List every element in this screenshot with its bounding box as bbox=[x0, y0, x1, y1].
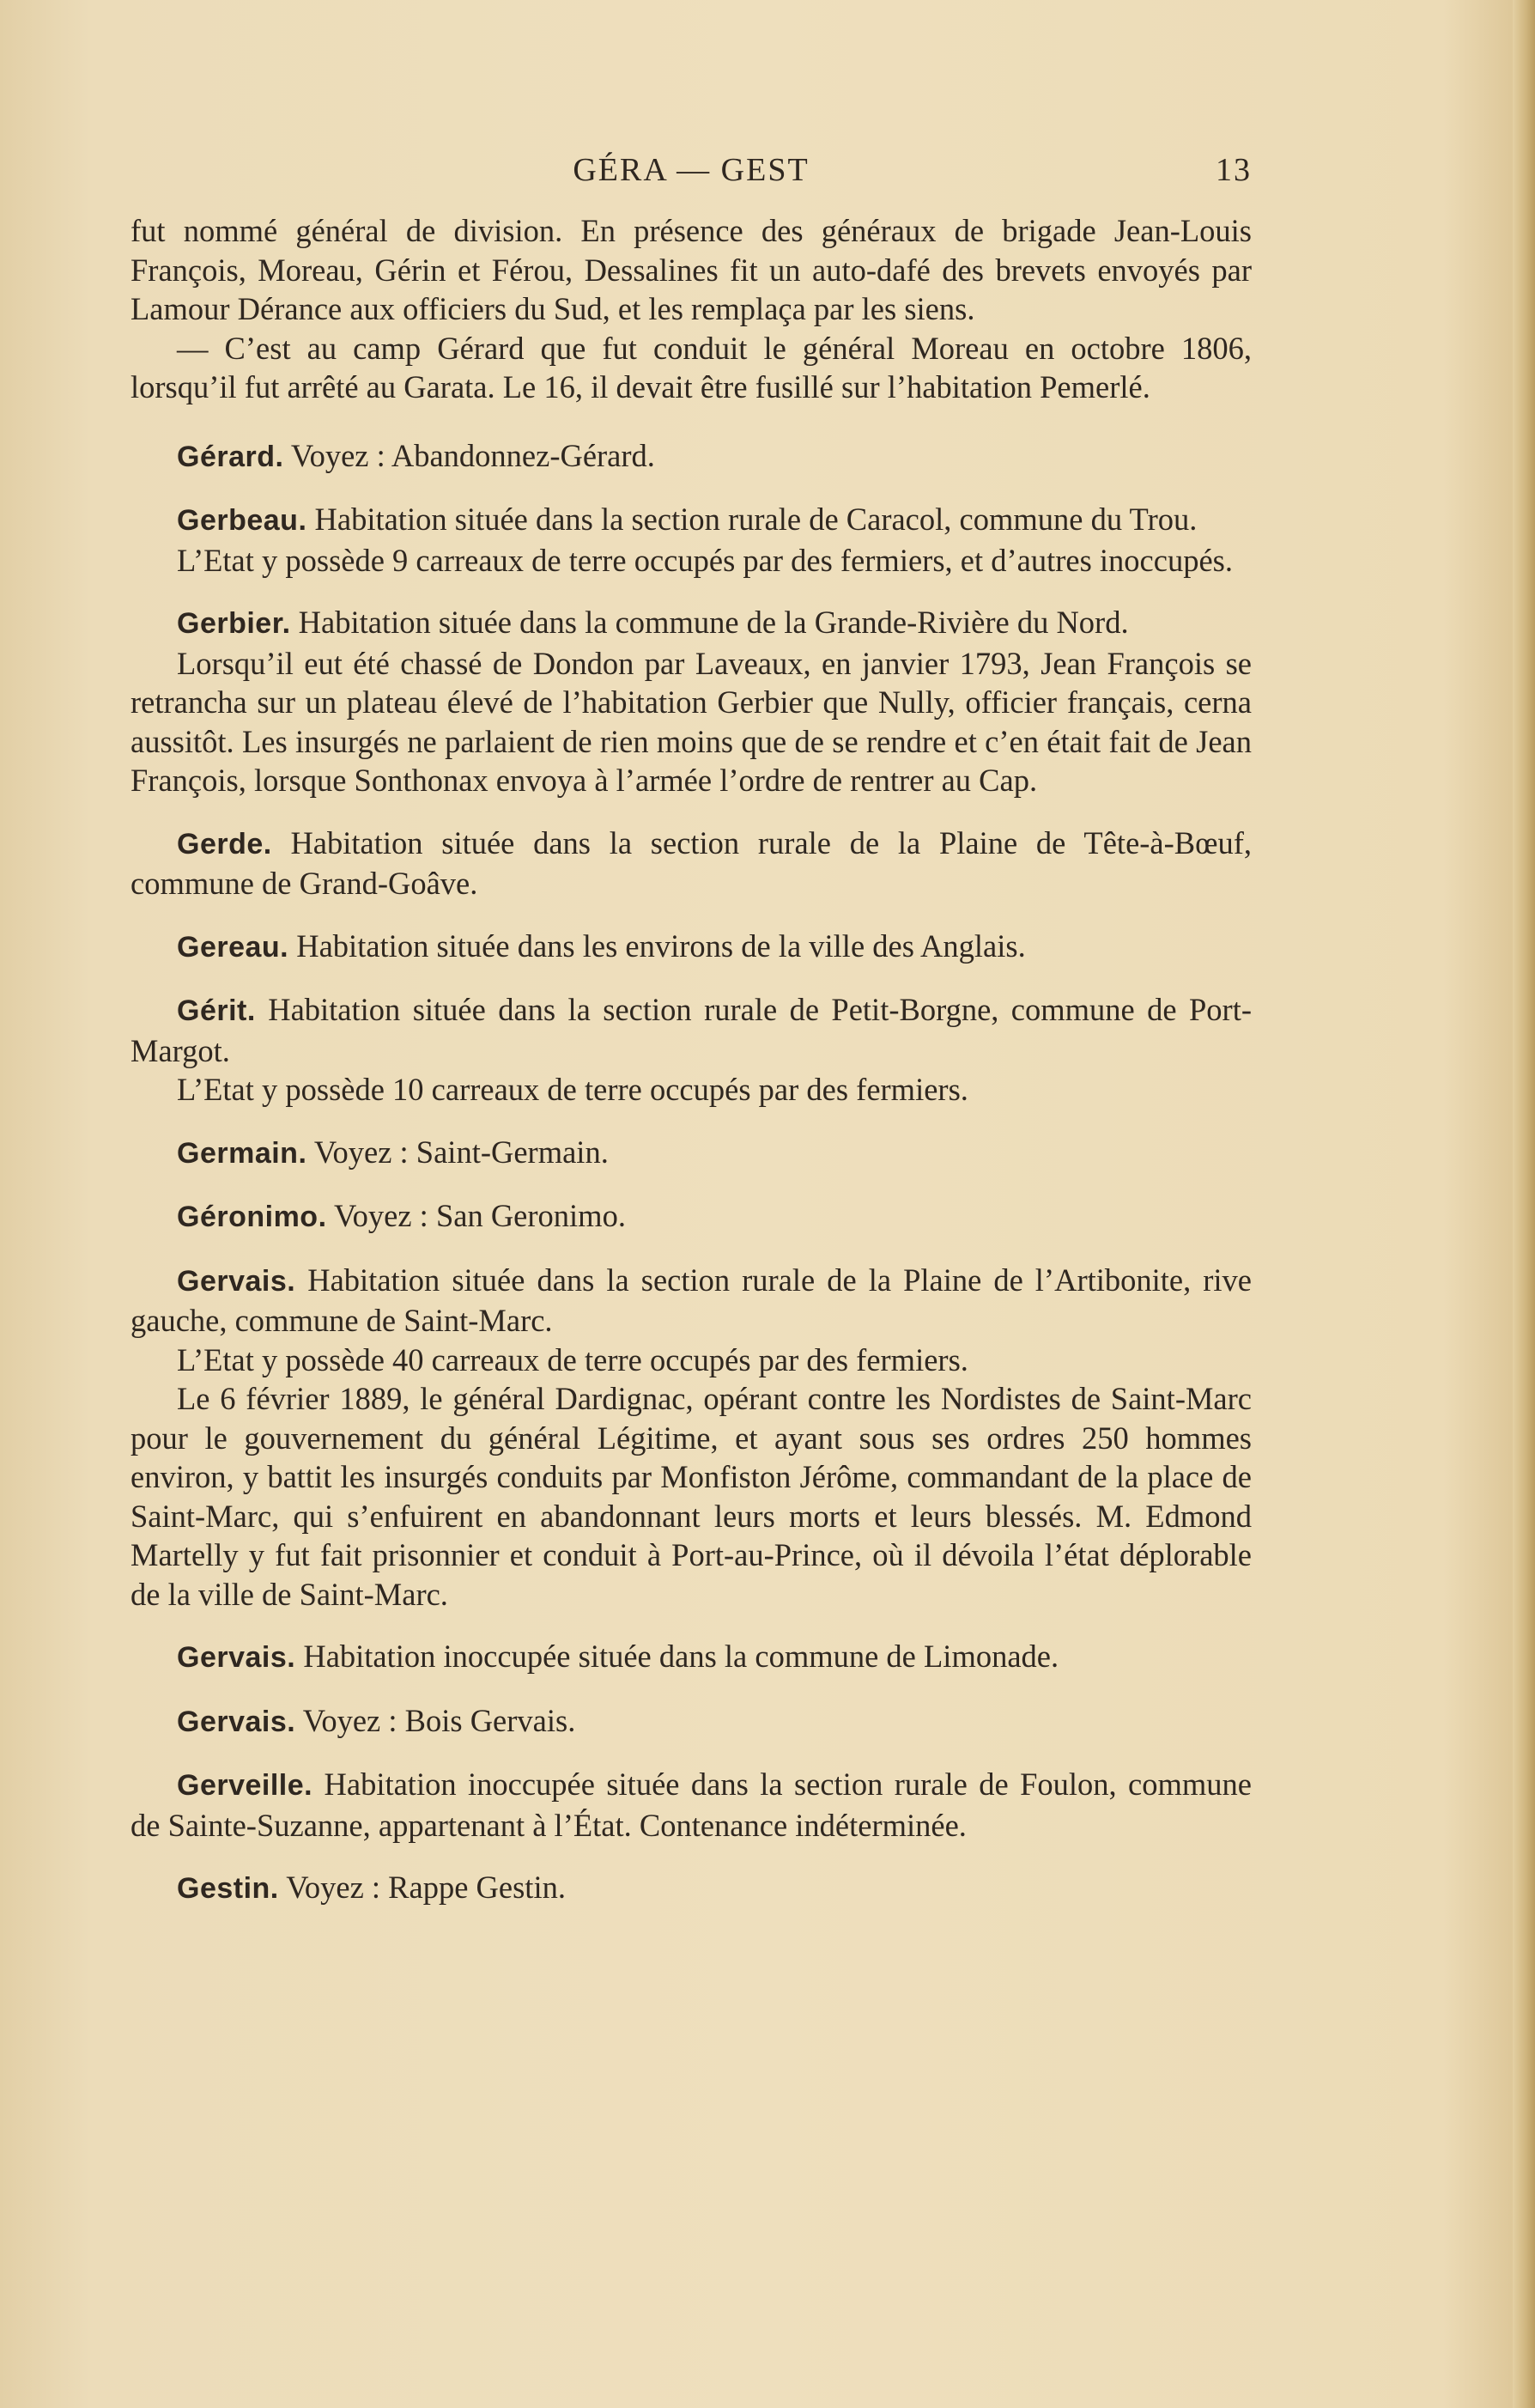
headword: Gérit. bbox=[177, 994, 256, 1027]
entry-text: Voyez : Abandonnez-Gérard. bbox=[290, 437, 655, 473]
headword: Gervais. bbox=[177, 1705, 296, 1738]
entry-geronimo bbox=[130, 1196, 1252, 1237]
entry-gervais-bois bbox=[130, 1701, 1252, 1742]
entry-paragraph: Le 6 février 1889, le général Dardignac, opérant contre les Nordistes de Saint-Marc pour le gouvernement du général Légitime, et ayant sous ses ordres 250 hommes environ, y battit les insurgés conduits par Monfiston Jérôme, commandant de la place de Saint-Marc, qui s’enfuirent en abandonnant leurs morts et leurs blessés. M. Edmond Martelly y fut fait prisonnier et conduit à Port-au-Prince, où il dévoila l’état déplorable de la ville de Saint-Marc. bbox=[130, 1381, 1252, 1612]
headword: Gerbier. bbox=[177, 607, 291, 640]
entry-text: Habitation située dans la section rurale de la Plaine de l’Artibonite, rive gauche, commune de Saint-Marc. bbox=[130, 1262, 1252, 1338]
entry-gerbier bbox=[130, 603, 1252, 800]
headword: Géronimo. bbox=[177, 1201, 327, 1233]
entry-gerit bbox=[130, 990, 1252, 1110]
entry-text: Voyez : Saint-Germain. bbox=[313, 1134, 609, 1170]
running-head-title: GÉRA — GEST bbox=[573, 152, 810, 188]
headword: Gestin. bbox=[177, 1872, 279, 1905]
entry-text: Voyez : Bois Gervais. bbox=[302, 1702, 576, 1738]
entry-germain bbox=[130, 1133, 1252, 1174]
entry-text: Habitation située dans la section rurale de Petit-Borgne, commune de Port-Margot. bbox=[130, 992, 1252, 1068]
headword: Gervais. bbox=[177, 1264, 296, 1298]
entry-text: Voyez : Rappe Gestin. bbox=[286, 1870, 566, 1905]
entry-text: Habitation située dans la commune de la Grande-Rivière du Nord. bbox=[298, 605, 1129, 640]
headword: Gerde. bbox=[177, 827, 272, 860]
headword: Gerbeau. bbox=[177, 504, 307, 537]
headword: Germain. bbox=[177, 1136, 307, 1170]
page-edge bbox=[1513, 0, 1535, 2408]
entry-gervais-artibonite bbox=[130, 1261, 1252, 1614]
entry-gervais-limonade bbox=[130, 1637, 1252, 1678]
entry-paragraph: L’Etat y possède 9 carreaux de terre occupés par des fermiers, et d’autres inoccupés. bbox=[177, 542, 1233, 578]
entry-paragraph: Lorsqu’il eut été chassé de Dondon par Laveaux, en janvier 1793, Jean François se retrancha sur un plateau élevé de l’habitation Gerbier que Nully, officier français, cerna aussitôt. Les insurgés ne parlaient de rien moins que de se rendre et c’en était fait de Jean François, lorsque Sonthonax envoya à l’armée l’ordre de rentrer au Cap. bbox=[130, 645, 1252, 798]
intro-paragraph: fut nommé général de division. En présence des généraux de brigade Jean-Louis François, Moreau, Gérin et Férou, Dessalines fit un auto-dafé des brevets envoyés par Lamour Dérance aux officiers du Sud, et les remplaça par les siens. bbox=[130, 213, 1252, 326]
entry-gestin bbox=[130, 1868, 1252, 1909]
headword: Gérard. bbox=[177, 440, 284, 473]
entry-paragraph: L’Etat y possède 40 carreaux de terre occupés par des fermiers. bbox=[177, 1341, 968, 1377]
entry-text: Habitation inoccupée située dans la section rurale de Foulon, commune de Sainte-Suzanne, appartenant à l’État. Contenance indéterminée. bbox=[130, 1766, 1252, 1843]
intro-section bbox=[130, 211, 1252, 407]
page-content bbox=[130, 211, 1252, 1909]
entry-gereau bbox=[130, 927, 1252, 968]
entry-gerde bbox=[130, 824, 1252, 903]
entry-text: Habitation inoccupée située dans la commune de Limonade. bbox=[303, 1639, 1059, 1674]
entry-gerard bbox=[130, 436, 1252, 477]
headword: Gereau. bbox=[177, 930, 289, 964]
headword: Gerveille. bbox=[177, 1769, 313, 1802]
entry-text: Habitation située dans la section rurale de la Plaine de Tête-à-Bœuf, commune de Grand-Goâve. bbox=[130, 824, 1253, 901]
entry-text: Voyez : San Geronimo. bbox=[334, 1198, 626, 1233]
entry-paragraph: L’Etat y possède 10 carreaux de terre occupés par des fermiers. bbox=[177, 1072, 968, 1107]
headword: Gervais. bbox=[177, 1641, 296, 1674]
entry-gerbeau bbox=[130, 500, 1252, 580]
page-number: 13 bbox=[1216, 152, 1252, 188]
intro-paragraph: — C’est au camp Gérard que fut conduit le général Moreau en octobre 1806, lorsqu’il fut arrêté au Garata. Le 16, il devait être fusillé sur l’habitation Pemerlé. bbox=[130, 330, 1252, 404]
running-head bbox=[130, 146, 1252, 198]
entry-gerveille bbox=[130, 1765, 1252, 1845]
entry-text: Habitation située dans la section rurale de Caracol, commune du Trou. bbox=[314, 502, 1198, 537]
entry-text: Habitation située dans les environs de la ville des Anglais. bbox=[296, 927, 1026, 964]
